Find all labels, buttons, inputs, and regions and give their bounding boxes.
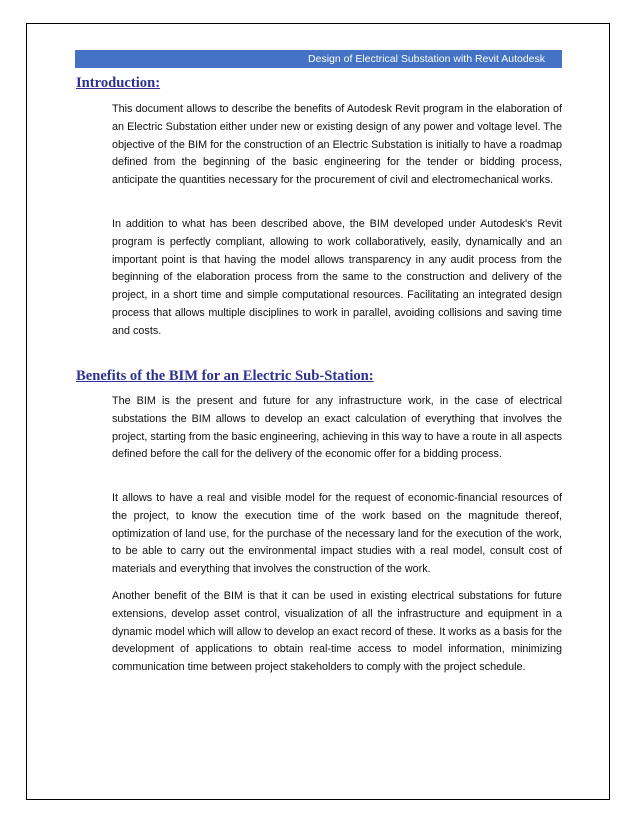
introduction-paragraph-1: This document allows to describe the benefits of Autodesk Revit program in the elaboration of an Electric Substation either under new or existing design of any power and voltage level. The objective of the BIM for the construction of an Electric Substation is initially to have a roadmap defined from the beginning of the basic engineering for the tender or bidding process, anticipate the quantities necessary for the procurement of civil and electromechanical works. <box>112 103 562 187</box>
running-header <box>75 50 562 68</box>
section-heading-introduction: Introduction: <box>76 75 161 91</box>
benefits-paragraph-1: The BIM is the present and future for any infrastructure work, in the case of electrical substations the BIM allows to develop an exact calculation of everything that involves the project, starting from the basic engineering, achieving in this way to have a route in all aspects defined before the call for the delivery of the economic offer for a bidding process. <box>112 395 562 461</box>
running-header-title: Design of Electrical Substation with Revit Autodesk <box>308 53 545 65</box>
introduction-paragraph-2: In addition to what has been described above, the BIM developed under Autodesk's Revit program is perfectly compliant, allowing to work collaboratively, easily, dynamically and an important point is that having the model allows transparency in any audit process from the beginning of the elaboration process from the same to the construction and delivery of the project, in a short time and simple computational resources. Facilitating an integrated design process that allows multiple disciplines to work in parallel, avoiding collisions and saving time and costs. <box>112 218 562 337</box>
benefits-paragraph-2: It allows to have a real and visible model for the request of economic-financial resources of the project, to know the execution time of the work based on the magnitude thereof, optimization of land use, for the purchase of the necessary land for the execution of the work, to be able to carry out the environmental impact studies with a real model, consult cost of materials and everything that involves the construction of the work. <box>112 492 562 576</box>
section-heading-benefits: Benefits of the BIM for an Electric Sub-Station: <box>76 368 374 384</box>
benefits-paragraph-3: Another benefit of the BIM is that it can be used in existing electrical substations for future extensions, develop asset control, visualization of all the infrastructure and equipment in a dynamic model which will allow to develop an exact record of these. It works as a basis for the development of applications to obtain real-time access to model information, minimizing communication time between project stakeholders to comply with the project schedule. <box>112 590 562 674</box>
